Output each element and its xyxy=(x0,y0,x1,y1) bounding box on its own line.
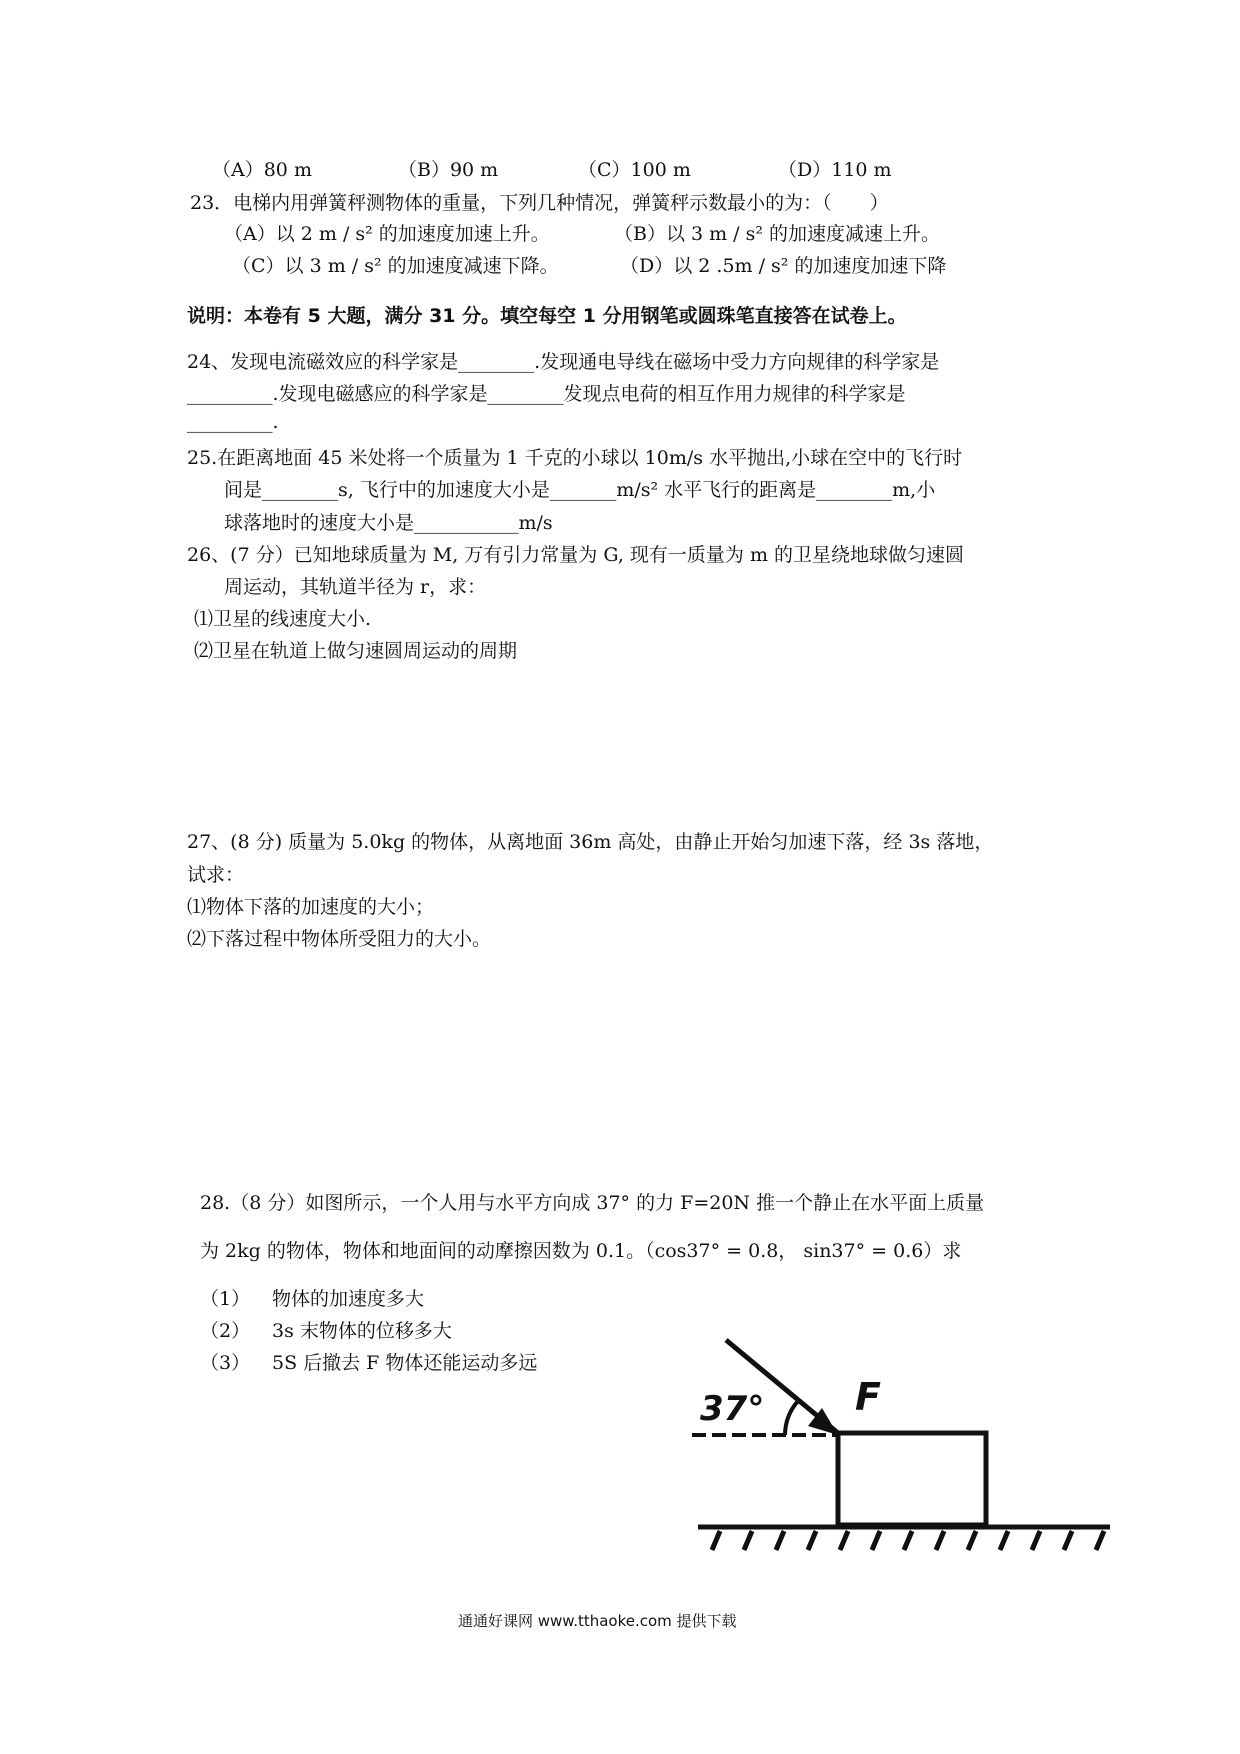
q28-line1: 28.（8 分）如图所示，一个人用与水平方向成 37° 的力 F=20N 推一个静止在水平面上质量 xyxy=(200,1192,985,1214)
q27-sub1: ⑴物体下落的加速度的大小； xyxy=(187,896,435,918)
q24-line1: 24、发现电流磁效应的科学家是________.发现通电导线在磁场中受力方向规律的科学家是 xyxy=(187,351,940,373)
q25-line3: 球落地时的速度大小是___________m/s xyxy=(224,512,553,534)
force-label: F xyxy=(855,1375,881,1419)
q28-sub1: 物体的加速度多大 xyxy=(272,1288,425,1310)
q22-option-a: （A）80 m xyxy=(212,159,312,181)
page-footer: 通通好课网 www.tthaoke.com 提供下载 xyxy=(458,1612,737,1630)
q28-sub3-number: （3） xyxy=(200,1352,251,1374)
angle-label: 37° xyxy=(700,1389,765,1429)
q28-sub1-number: （1） xyxy=(200,1288,251,1310)
section-note: 说明：本卷有 5 大题，满分 31 分。填空每空 1 分用钢笔或圆珠笔直接答在试卷上。 xyxy=(187,305,907,327)
q28-sub2-number: （2） xyxy=(200,1320,251,1342)
q22-option-d: （D）110 m xyxy=(778,159,892,181)
q26-sub2: ⑵卫星在轨道上做匀速圆周运动的周期 xyxy=(194,640,518,662)
ground-hatching xyxy=(712,1531,1104,1550)
block xyxy=(838,1433,986,1525)
q23-stem: 23．电梯内用弹簧秤测物体的重量，下列几种情况，弹簧秤示数最小的为：（ ） xyxy=(190,192,889,214)
q28-sub2: 3s 末物体的位移多大 xyxy=(272,1320,452,1342)
q23-option-a: （A）以 2 m / s² 的加速度加速上升。 xyxy=(224,223,550,245)
q25-line2: 间是________s, 飞行中的加速度大小是_______m/s² 水平飞行的距离是________m,小 xyxy=(224,479,936,501)
q28-line2: 为 2kg 的物体，物体和地面间的动摩擦因数为 0.1。（cos37° = 0.8， sin37° = 0.6）求 xyxy=(200,1240,962,1262)
q23-option-c: （C）以 3 m / s² 的加速度减速下降。 xyxy=(232,255,559,277)
q26-line2: 周运动，其轨道半径为 r，求： xyxy=(224,576,487,598)
q27-line1: 27、(8 分) 质量为 5.0kg 的物体，从离地面 36m 高处，由静止开始匀加速下落，经 3s 落地， xyxy=(187,831,994,853)
q27-line2: 试求： xyxy=(187,864,245,886)
force-diagram-svg xyxy=(690,1330,1130,1560)
q24-line2: _________.发现电磁感应的科学家是________发现点电荷的相互作用力规律的科学家是 xyxy=(187,383,906,405)
q23-option-b: （B）以 3 m / s² 的加速度减速上升。 xyxy=(614,223,941,245)
q22-option-c: （C）100 m xyxy=(578,159,691,181)
q24-line3: _________. xyxy=(187,411,279,433)
q25-line1: 25.在距离地面 45 米处将一个质量为 1 千克的小球以 10m/s 水平抛出,小球在空中的飞行时 xyxy=(187,447,963,469)
q28-sub3: 5S 后撤去 F 物体还能运动多远 xyxy=(272,1352,538,1374)
q22-option-b: （B）90 m xyxy=(398,159,499,181)
q26-line1: 26、(7 分）已知地球质量为 M, 万有引力常量为 G, 现有一质量为 m 的卫星绕地球做匀速圆 xyxy=(187,544,965,566)
q26-sub1: ⑴卫星的线速度大小. xyxy=(194,608,372,630)
force-diagram xyxy=(690,1330,1130,1560)
q23-option-d: （D）以 2 .5m / s² 的加速度加速下降 xyxy=(620,255,947,277)
q27-sub2: ⑵下落过程中物体所受阻力的大小。 xyxy=(187,928,492,950)
angle-arc xyxy=(785,1401,798,1435)
